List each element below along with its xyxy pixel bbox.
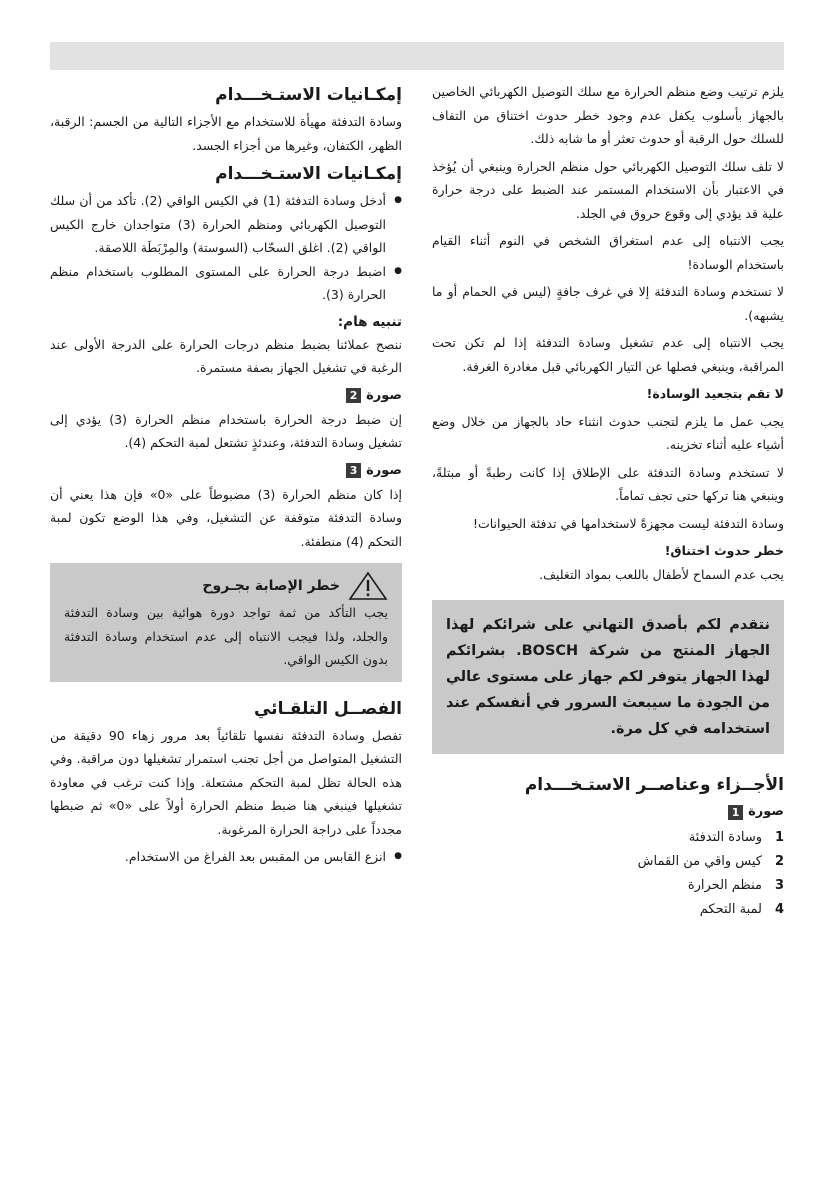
figure-3-label: [50, 459, 402, 483]
safety-paragraph-animals: وسادة التدفئة ليست مجهزةً لاستخدامها في تدفئة الحيوانات!: [472, 515, 784, 531]
safety-paragraph-sleep: يجب الانتباه إلى عدم استغراق الشخص في النوم أثناء القيام باستخدام الوسادة!: [432, 233, 784, 272]
warning-triangle-icon: [348, 571, 388, 601]
congratulations-box: [432, 600, 784, 754]
safety-paragraph-burns: لا تلف سلك التوصيل الكهربائي حول منظم الحرارة وينبغي أن يُؤخذ في الاعتبار بأن الاستخدام المستمر عند الضبط على درجة حرارة علية قد يؤدي إلى وقوع حروق في الجلد.: [432, 158, 784, 221]
figure-2-text: إن ضبط درجة الحرارة باستخدام منظم الحرارة (3) يؤدي إلى تشغيل وسادة التدفئة، وعندئذٍ تشتعل لمبة التحكم (4).: [50, 411, 403, 450]
safety-no-crumple: لا تقم بتجعيد الوسادة!: [646, 386, 784, 401]
injury-warning-box: [50, 563, 402, 682]
figure-3-text: إذا كان منظم الحرارة (3) مضبوطاً على «0» فإن هذا يعني أن وسادة التدفئة متوقفة عن التشغيل، وفي هذا الوضع تكون لمبة التحكم (4) منطفئة.: [50, 486, 403, 549]
figure-number-badge: 2: [346, 388, 361, 403]
figure-word: صورة: [366, 387, 402, 403]
usage-paragraph: وسادة التدفئة مهيأة للاستخدام مع الأجزاء التالية من الجسم: الرقبة، الظهر، الكتفان، وغيرها من أجزاء الجسد.: [50, 114, 402, 153]
choking-hazard-text: يجب عدم السماح لأطفال باللعب بمواد التغليف.: [539, 566, 784, 582]
parts-section-title: الأجــزاء وعناصــر الاستـخـــدام: [524, 775, 784, 795]
part-number: 2: [774, 854, 784, 869]
usage-steps-title: إمكـانيات الاستـخـــدام: [215, 164, 402, 184]
warning-header: [64, 571, 388, 601]
congratulations-text: نتقدم لكم بأصدق التهاني على شرائكم لهذا الجهاز المنتج من شركة BOSCH. بشرائكم لهذا الجهاز يتوفر لكم جهاز على مستوى عالي من الجودة ما سيبعث السرور في أنفسكم عند استخدامه في كل مرة.: [446, 617, 770, 737]
safety-paragraph-dry-rooms: لا تستخدم وسادة التدفئة إلا في غرف جافةٍ (ليس في الحمام أو ما يشبهه).: [432, 284, 784, 323]
list-item: [432, 826, 784, 850]
parts-list: [432, 826, 784, 922]
safety-paragraph-cord: يلزم ترتيب وضع منظم الحرارة مع سلك التوصيل الكهربائي الخاصين بالجهاز بأسلوب يكفل عدم وجود خطر حدوث اختناق من التفاف للسلك حول الرقبة أو حدوث تعثر أو ما شابه ذلك.: [432, 84, 784, 146]
list-item: ● أدخل وسادة التدفئة (1) في الكيس الواقي (2). تأكد من أن سلك التوصيل الكهربائي ومنظم الحرارة (3) متواجدان خارج الكيس الواقي (2). اغلق السحّاب (السوستة) والمِرْبَطَة اللاصقة.: [50, 189, 402, 260]
choking-hazard-title: خطر حدوث اختناق!: [664, 543, 784, 558]
list-item: [432, 850, 784, 874]
part-number: 3: [774, 878, 784, 893]
list-item: [432, 898, 784, 922]
figure-word: صورة: [366, 462, 402, 478]
figure-number-badge: 3: [346, 463, 361, 478]
part-label: منظم الحرارة: [687, 878, 762, 893]
warning-title: خطر الإصابة بجـروح: [202, 578, 340, 594]
figure-word: صورة: [748, 804, 784, 819]
safety-paragraph-wet: لا تستخدم وسادة التدفئة على الإطلاق إذا كانت رطبةً أو مبتلةً، وينبغي هنا تركها حتى تجف تماماً.: [432, 464, 784, 503]
figure-number-badge: 1: [728, 805, 743, 820]
part-number: 4: [774, 902, 784, 917]
auto-off-paragraph: تفصل وسادة التدفئة نفسها تلقائياً بعد مرور زهاء 90 دقيقة من التشغيل المتواصل من أجل تجنب استمرار تشغيلها دون مراقبة. وفي هذه الحالة تظل لمبة التحكم مشتعلة. وإذا كنت ترغب في معاودة تشغيلها فينبغي هنا ضبط منظم الحرارة أولاً على «0» ثم ضبطها مجدداً على دراجة الحرارة المرغوبة.: [50, 727, 402, 837]
part-label: كيس واقي من القماش: [637, 854, 762, 869]
list-item: ● اضبط درجة الحرارة على المستوى المطلوب باستخدام منظم الحرارة (3).: [50, 260, 402, 307]
safety-paragraph-supervision: يجب الانتباه إلى عدم تشغيل وسادة التدفئة إذا لم تكن تحت المراقبة، وينبغي فصلها عن التيار الكهربائي قبل مغادرة الغرفة.: [432, 335, 784, 374]
figure-1-label: [432, 800, 784, 824]
header-band: [50, 42, 784, 70]
figure-2-label: [50, 384, 402, 408]
warning-text: يجب التأكد من ثمة تواجد دورة هوائية بين وسادة التدفئة والجلد، ولذا فيجب الانتباه إلى عدم استخدام وسادة التدفئة بدون الكيس الواقي.: [64, 605, 388, 667]
usage-steps-list: [50, 189, 402, 307]
list-item: ● انزع القابس من المقبس بعد الفراغ من الاستخدام.: [50, 845, 402, 869]
usage-title: إمكـانيات الاستـخـــدام: [215, 85, 402, 105]
right-column: [432, 80, 784, 922]
unplug-list: [50, 845, 402, 869]
left-column: [50, 80, 402, 873]
part-number: 1: [774, 830, 784, 845]
notice-title: تنبيه هام:: [337, 313, 402, 330]
safety-paragraph-storage: يجب عمل ما يلزم لتجنب حدوث انثناء حاد بالجهاز من خلال وضع أشياء عليه أثناء تخزينه.: [432, 413, 784, 452]
notice-text: ننصح عملائنا بضبط منظم درجات الحرارة على الدرجة الأولى عند الرغبة في تشغيل الجهاز بصفة مستمرة.: [50, 336, 402, 375]
part-label: وسادة التدفئة: [688, 830, 762, 845]
auto-off-title: الفصــل التلقـائي: [253, 698, 402, 719]
part-label: لمبة التحكم: [699, 902, 762, 917]
list-item: [432, 874, 784, 898]
